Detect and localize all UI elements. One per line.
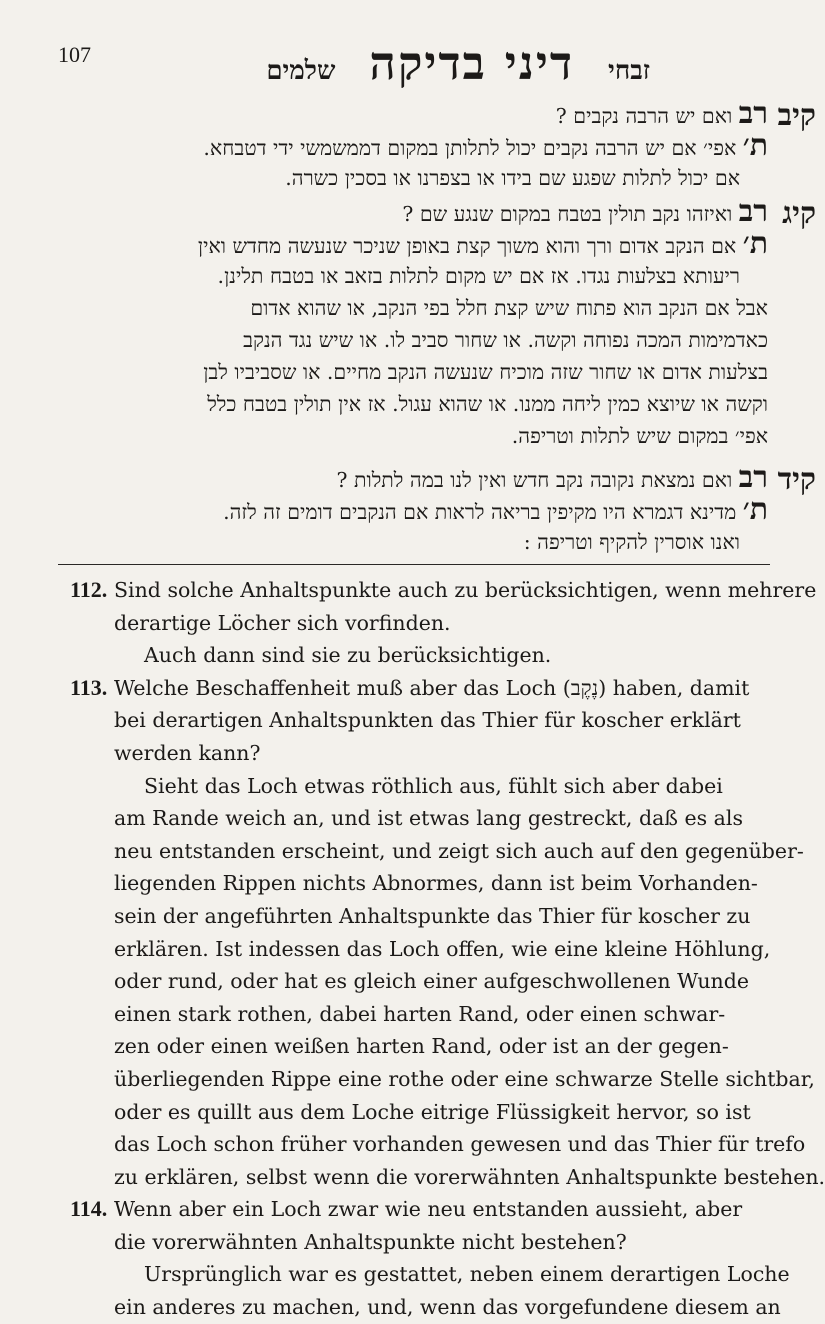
german-text	[70, 574, 825, 1324]
hebrew-line: ת׳ אפי׳ אם יש הרבה נקבים יכול לתלותן במקום דממשמשי ידי דטבחא.	[203, 128, 768, 163]
german-line	[70, 867, 782, 900]
german-line-text: Ursprünglich war es gestattet, neben einem derartigen Loche	[144, 1262, 790, 1287]
question-number: 112.	[70, 577, 108, 602]
german-line-text: oder rund, oder hat es gleich einer aufgeschwollenen Wunde	[114, 969, 749, 994]
hebrew-line: אפי׳ במקום שיש לתלות וטריפה.	[511, 424, 768, 448]
hebrew-line: אבל אם הנקב הוא פתוח שיש קצת חלל בפי הנקב, או שהוא אדום	[250, 296, 768, 320]
german-line	[70, 1161, 825, 1194]
hebrew-line: כאדמימות המכה נפוחה וקשה. או שחור סביב לו. או שיש נגד הנקב	[243, 328, 768, 352]
hebrew-section-112	[78, 96, 816, 194]
german-line-text: das Loch schon früher vorhanden gewesen und das Thier für trefo	[114, 1132, 806, 1157]
german-line-text: die vorerwähnten Anhaltspunkte nicht bestehen?	[114, 1229, 627, 1254]
question-number: 114.	[70, 1196, 108, 1222]
german-line-text: ein anderes zu machen, und, wenn das vorgefundene diesem an	[114, 1295, 781, 1320]
german-line-text: einen stark rothen, dabei harten Rand, oder einen schwar-	[114, 1001, 726, 1026]
german-line	[70, 704, 782, 737]
hebrew-section-114	[78, 460, 816, 558]
german-line	[70, 639, 782, 672]
running-head-left: שלמים	[266, 56, 336, 86]
running-head-title: דיני בדיקה	[369, 36, 575, 90]
german-line-text: zu erklären, selbst wenn die vorerwähnten Anhaltspunkte bestehen.	[114, 1164, 825, 1189]
german-line	[70, 1096, 782, 1129]
german-line-text: sein der angeführten Anhaltspunkte das Thier für koscher zu	[114, 903, 751, 928]
german-line-text: Welche Beschaffenheit muß aber das Loch (נֶקֶב) haben, damit	[114, 675, 750, 700]
hebrew-line: ריעותא בצלעות נגדו. אז אם יש מקום לתלות בזאב או בטבח תלינן.	[217, 264, 740, 288]
question-number: 113.	[70, 674, 108, 700]
hebrew-line: ת׳ אם הנקב אדום ורך והוא משוך קצת באופן שניכר שנעשה מחדש ואין	[197, 226, 768, 261]
german-line	[70, 965, 782, 998]
german-line-text: zen oder einen weißen harten Rand, oder ist an der gegen-	[114, 1034, 729, 1059]
german-line	[70, 998, 782, 1031]
section-marker: קיד	[777, 462, 816, 497]
german-line	[70, 1226, 782, 1259]
hebrew-line: אם יכול לתלות שפגע שם בידו או בצפרנו או בסכין כשרה.	[285, 166, 740, 190]
hebrew-section-113	[78, 194, 816, 452]
german-line	[70, 770, 782, 803]
german-line	[70, 835, 804, 868]
german-line-text: derartige Löcher sich vorfinden.	[114, 610, 451, 635]
german-line-text: erklären. Ist indessen das Loch offen, wie eine kleine Höhlung,	[114, 936, 771, 961]
page-number: 107	[58, 42, 91, 67]
section-divider	[58, 564, 770, 565]
german-line	[70, 574, 817, 607]
hebrew-line: ואנו אוסרין להקיף וטריפה :	[523, 530, 740, 554]
german-line-text: bei derartigen Anhaltspunkten das Thier für koscher erklärt	[114, 708, 741, 733]
german-line-text: neu entstanden erscheint, und zeigt sich auch auf den gegenüber-	[114, 838, 804, 863]
section-marker: קיב	[777, 98, 816, 133]
section-marker: קיג	[782, 196, 816, 231]
german-line-text: oder es quillt aus dem Loche eitrige Flüssigkeit hervor, so ist	[114, 1099, 751, 1124]
german-line-text: überliegenden Rippe eine rothe oder eine schwarze Stelle sichtbar,	[114, 1066, 815, 1091]
german-line	[70, 900, 782, 933]
hebrew-line: רב ואם נמצאת נקובה נקב חדש ואין לנו במה לתלות ?	[336, 460, 768, 495]
german-line	[70, 1291, 782, 1324]
german-line-text: Sieht das Loch etwas röthlich aus, fühlt sich aber dabei	[144, 773, 723, 798]
german-line-text: Sind solche Anhaltspunkte auch zu berücksichtigen, wenn mehrere	[114, 578, 817, 602]
hebrew-line: רב ואם יש הרבה נקבים ?	[555, 96, 768, 131]
german-line	[70, 607, 782, 640]
german-line-text: am Rande weich an, und ist etwas lang gestreckt, daß es als	[114, 806, 743, 831]
hebrew-line: רב ואיזהו נקב תולין בטבח במקום שנגע שם ?	[402, 194, 768, 229]
german-line-text: liegenden Rippen nichts Abnormes, dann ist beim Vorhanden-	[114, 871, 758, 896]
hebrew-line: וקשה או שיוצא כמין ליחה ממנו. או שהוא עגול. אז אין תולין בטבח כלל	[207, 392, 768, 416]
german-line	[70, 737, 782, 770]
german-line-text: werden kann?	[114, 740, 261, 765]
german-line	[70, 1258, 790, 1291]
german-line	[70, 1030, 782, 1063]
german-line	[70, 933, 782, 966]
german-line	[70, 1128, 806, 1161]
running-head	[190, 36, 650, 90]
hebrew-line: ת׳ מדינא דגמרא היו מקיפין בריאה לראות אם הנקבים דומים זה לזה.	[223, 492, 768, 527]
german-line	[70, 672, 782, 705]
hebrew-line: בצלעות אדום או שחור שזה מוכיח שנעשה הנקב מחיים. או שסביביו לבן	[203, 360, 768, 384]
german-line-text: Auch dann sind sie zu berücksichtigen.	[144, 643, 552, 668]
german-line	[70, 1193, 782, 1226]
german-line	[70, 1063, 815, 1096]
german-line-text: Wenn aber ein Loch zwar wie neu entstanden aussieht, aber	[114, 1197, 743, 1222]
running-head-right: זבחי	[608, 56, 650, 86]
german-line	[70, 802, 782, 835]
